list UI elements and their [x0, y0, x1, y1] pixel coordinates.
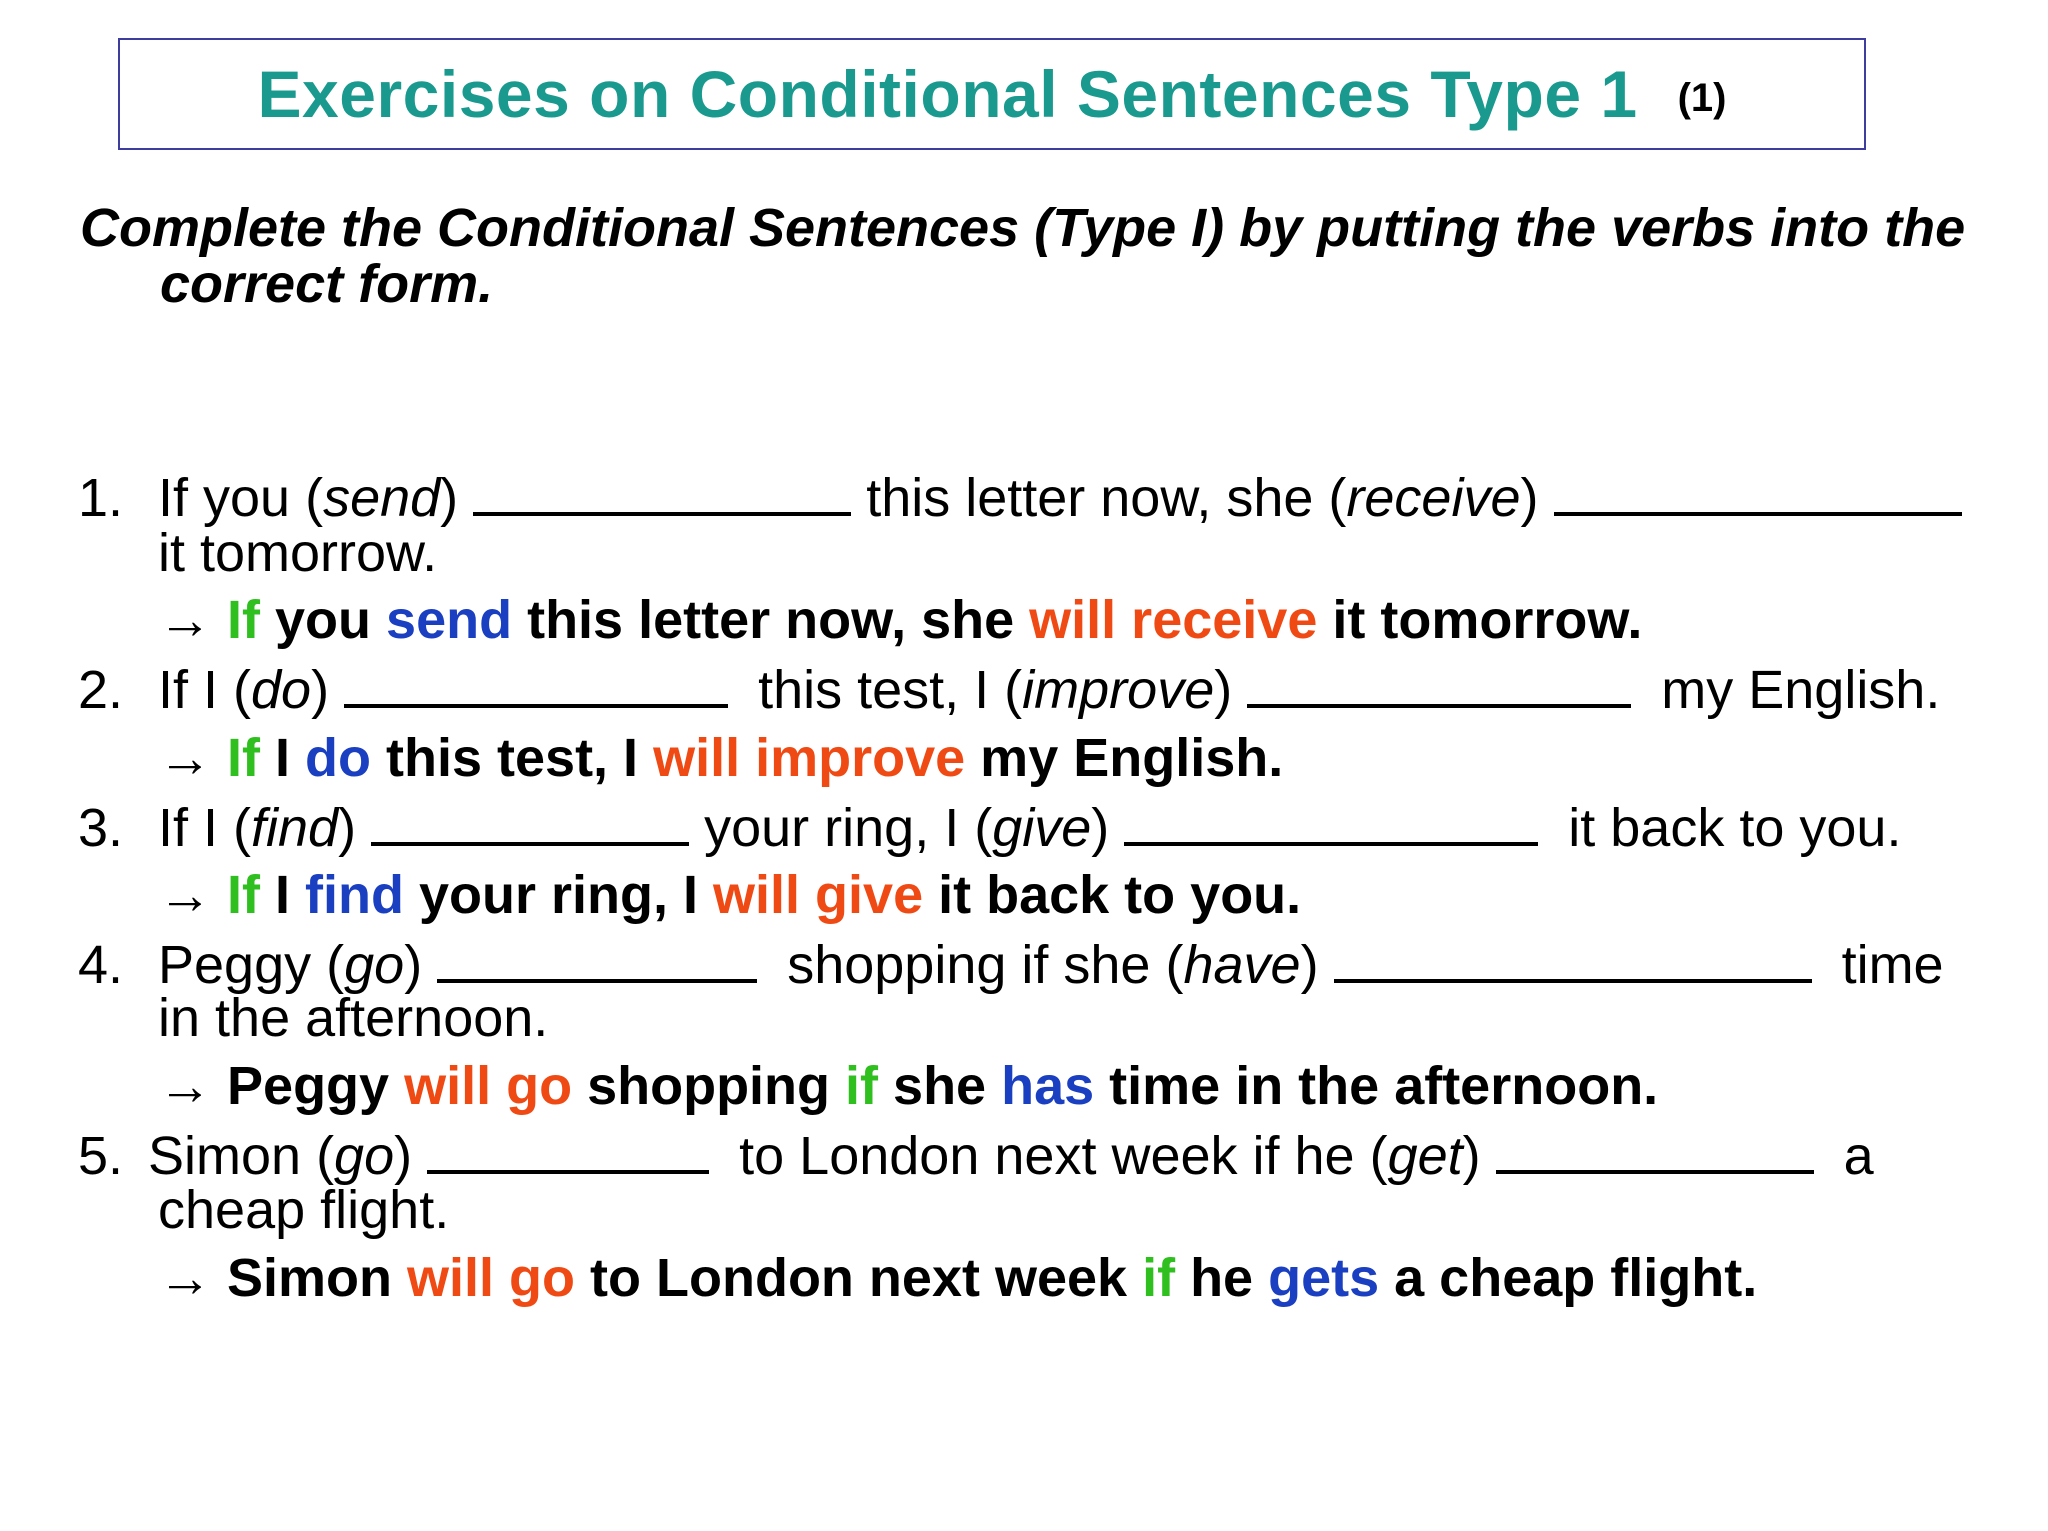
exercise-1-question: 1. If you (send) this letter now, she (receive) [78, 470, 1962, 526]
arrow-icon: → [158, 1248, 212, 1308]
exercise-2-answer: → If I do this test, I will improve my English. [158, 728, 1284, 788]
answer-blank[interactable] [344, 662, 728, 708]
exercise-1-continuation: it tomorrow. [158, 523, 438, 583]
arrow-icon: → [158, 865, 212, 925]
exercise-number: 4. [78, 935, 124, 995]
instruction-text: Complete the Conditional Sentences (Type I) by putting the verbs into the correct form. [80, 198, 1966, 314]
exercise-4-continuation: in the afternoon. [158, 988, 549, 1048]
exercise-3-question: 3. If I (find) your ring, I (give) it back to you. [78, 798, 1902, 858]
answer-blank[interactable] [1124, 800, 1538, 846]
exercise-5-answer: → Simon will go to London next week if he gets a cheap flight. [158, 1248, 1758, 1308]
exercise-4-question: 4. Peggy (go) shopping if she (have) time [78, 935, 1944, 995]
arrow-icon: → [158, 728, 212, 788]
exercise-4-answer: → Peggy will go shopping if she has time in the afternoon. [158, 1056, 1659, 1116]
exercise-2-question: 2. If I (do) this test, I (improve) my English. [78, 660, 1941, 720]
page-title-number: (1) [1677, 75, 1727, 120]
answer-blank[interactable] [1334, 937, 1812, 983]
exercise-number: 2. [78, 660, 124, 720]
answer-blank[interactable] [1247, 662, 1631, 708]
arrow-icon: → [158, 1056, 212, 1116]
exercise-3-answer: → If I find your ring, I will give it back to you. [158, 865, 1302, 925]
exercise-5-continuation: cheap flight. [158, 1180, 450, 1240]
arrow-icon: → [158, 590, 212, 650]
answer-blank[interactable] [1496, 1128, 1814, 1174]
answer-blank[interactable] [1554, 470, 1962, 516]
exercise-1-answer: → If you send this letter now, she will receive it tomorrow. [158, 590, 1643, 650]
answer-blank[interactable] [473, 470, 851, 516]
page-title: Exercises on Conditional Sentences Type 1 [257, 57, 1638, 131]
answer-blank[interactable] [437, 937, 757, 983]
answer-blank[interactable] [371, 800, 689, 846]
title-box [118, 38, 1866, 150]
exercise-number: 1. [78, 468, 124, 528]
exercise-number: 3. [78, 798, 124, 858]
exercise-number: 5. [78, 1126, 124, 1186]
exercise-5-question: 5. Simon (go) to London next week if he (get) a [78, 1126, 1874, 1186]
answer-blank[interactable] [427, 1128, 709, 1174]
